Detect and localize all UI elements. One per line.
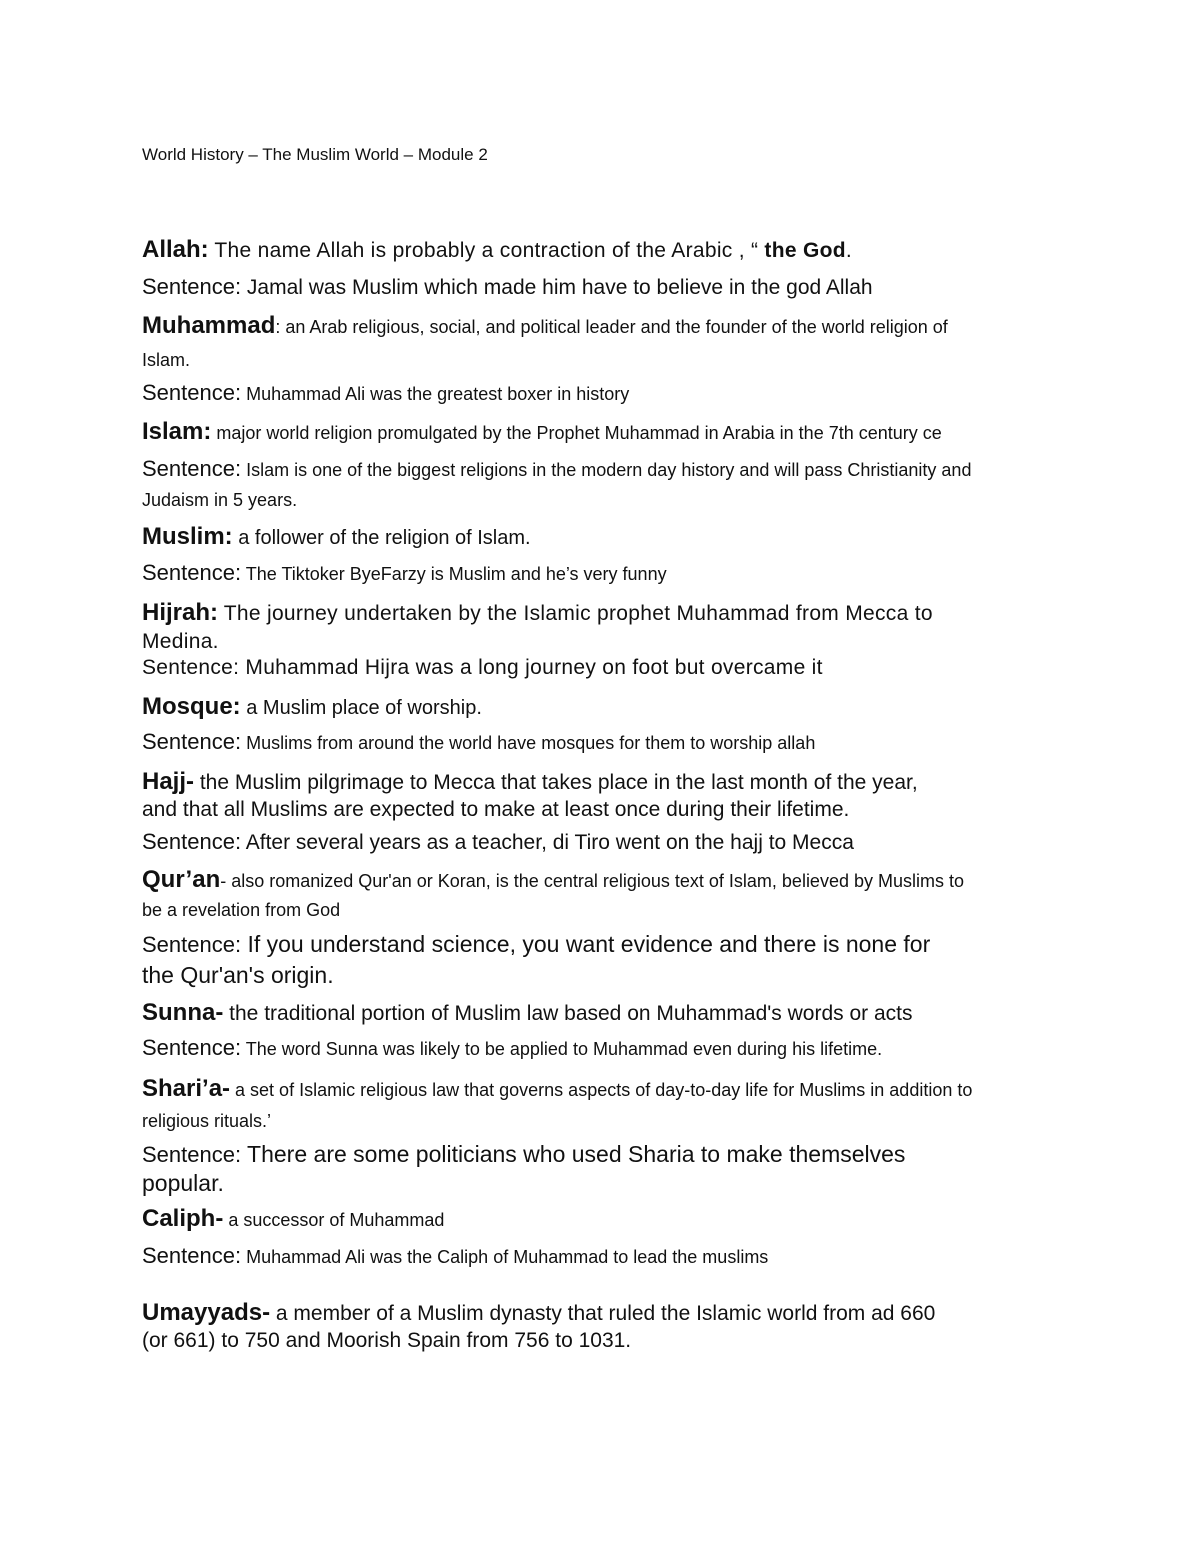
term-definition: a Muslim place of worship. — [240, 697, 482, 719]
sentence-caliph — [142, 1243, 768, 1269]
entry-umayyads-cont: (or 661) to 750 and Moorish Spain from 756 to 1031. — [142, 1329, 632, 1352]
sentence-quran-cont: the Qur'an's origin. — [142, 962, 334, 988]
sentence-text: The Tiktoker ByeFarzy is Muslim and he’s very funny — [241, 564, 667, 584]
entry-sunna — [142, 999, 912, 1027]
sentence-sunna — [142, 1035, 882, 1061]
sentence-text: If you understand science, you want evidence and there is none for — [241, 931, 931, 957]
sentence-label: Sentence: — [142, 1035, 242, 1060]
term-label: Sunna- — [142, 999, 224, 1026]
term-label: Caliph- — [142, 1205, 224, 1232]
sentence-label: Sentence: — [142, 932, 242, 957]
entry-sharia — [142, 1075, 972, 1103]
term-definition: a follower of the religion of Islam. — [232, 527, 531, 549]
entry-muhammad — [142, 312, 948, 340]
sentence-label: Sentence: — [142, 729, 242, 754]
sentence-islam — [142, 456, 971, 482]
entry-hajj — [142, 768, 918, 796]
term-label: Islam: — [142, 418, 212, 445]
sentence-muslim — [142, 560, 667, 586]
term-label: Qur’an — [142, 866, 221, 893]
sentence-sharia — [142, 1141, 905, 1168]
sentence-islam-cont: Judaism in 5 years. — [142, 490, 298, 510]
sentence-label: Sentence: — [142, 456, 242, 481]
entry-quran-cont: be a revelation from God — [142, 900, 341, 920]
sentence-label: Sentence: — [142, 1243, 242, 1268]
sentence-quran — [142, 931, 930, 958]
term-label: Allah: — [142, 236, 209, 263]
sentence-label: Sentence: — [142, 1142, 242, 1167]
sentence-text: Muhammad Ali was the Caliph of Muhammad to lead the muslims — [241, 1247, 769, 1267]
document-heading: World History – The Muslim World – Module 2 — [142, 145, 488, 164]
term-label: Hijrah: — [142, 599, 219, 626]
term-label: Muslim: — [142, 523, 233, 550]
sentence-sharia-cont: popular. — [142, 1170, 224, 1196]
sentence-allah — [142, 274, 873, 300]
sentence-text: Muhammad Ali was the greatest boxer in history — [241, 384, 630, 404]
term-definition: - also romanized Qur'an or Koran, is the central religious text of Islam, believed by Muslims to — [220, 871, 964, 891]
term-label: Mosque: — [142, 693, 241, 720]
term-definition: : an Arab religious, social, and political leader and the founder of the world religion of — [275, 317, 948, 337]
term-definition: major world religion promulgated by the Prophet Muhammad in Arabia in the 7th century ce — [211, 423, 942, 443]
entry-allah — [142, 236, 852, 264]
entry-sharia-cont: religious rituals.’ — [142, 1111, 272, 1131]
term-definition-end: . — [845, 239, 852, 262]
entry-caliph — [142, 1205, 444, 1233]
term-label: Hajj- — [142, 768, 195, 795]
term-definition: a member of a Muslim dynasty that ruled the Islamic world from ad 660 — [270, 1302, 936, 1325]
term-label: Muhammad — [142, 312, 276, 339]
sentence-text: Jamal was Muslim which made him have to believe in the god Allah — [241, 276, 873, 299]
entry-umayyads — [142, 1299, 935, 1327]
sentence-label: Sentence: — [142, 380, 242, 405]
term-definition: The journey undertaken by the Islamic prophet Muhammad from Mecca to — [218, 602, 933, 625]
sentence-text: After several years as a teacher, di Tiro went on the hajj to Mecca — [241, 831, 854, 854]
entry-mosque — [142, 693, 482, 721]
sentence-text: Islam is one of the biggest religions in the modern day history and will pass Christianity and — [241, 460, 972, 480]
term-definition: the traditional portion of Muslim law based on Muhammad's words or acts — [223, 1002, 913, 1025]
sentence-label: Sentence: — [142, 829, 242, 854]
entry-quran — [142, 866, 964, 894]
entry-islam — [142, 418, 942, 446]
sentence-muhammad — [142, 380, 629, 406]
term-label: Umayyads- — [142, 1299, 271, 1326]
sentence-label: Sentence: — [142, 560, 242, 585]
term-definition: the Muslim pilgrimage to Mecca that takes place in the last month of the year, — [194, 771, 918, 794]
sentence-text: Muslims from around the world have mosques for them to worship allah — [241, 733, 816, 753]
entry-hijrah-cont: Medina. — [142, 630, 219, 653]
sentence-label: Sentence: — [142, 274, 242, 299]
sentence-text: The word Sunna was likely to be applied to Muhammad even during his lifetime. — [241, 1039, 883, 1059]
sentence-mosque — [142, 729, 815, 755]
sentence-text: There are some politicians who used Sharia to make themselves — [241, 1141, 906, 1167]
term-label: Shari’a- — [142, 1075, 231, 1102]
sentence-hajj — [142, 829, 854, 855]
term-definition: a set of Islamic religious law that governs aspects of day-to-day life for Muslims in addition to — [230, 1080, 973, 1100]
sentence-hijrah: Sentence: Muhammad Hijra was a long journey on foot but overcame it — [142, 656, 823, 679]
entry-muhammad-cont: Islam. — [142, 350, 191, 370]
term-definition: The name Allah is probably a contraction of the Arabic , “ — [208, 239, 759, 262]
term-definition-emphasis: the God — [758, 239, 846, 262]
entry-hajj-cont: and that all Muslims are expected to make at least once during their lifetime. — [142, 798, 850, 821]
entry-muslim — [142, 523, 531, 551]
term-definition: a successor of Muhammad — [223, 1210, 445, 1230]
entry-hijrah — [142, 599, 933, 627]
